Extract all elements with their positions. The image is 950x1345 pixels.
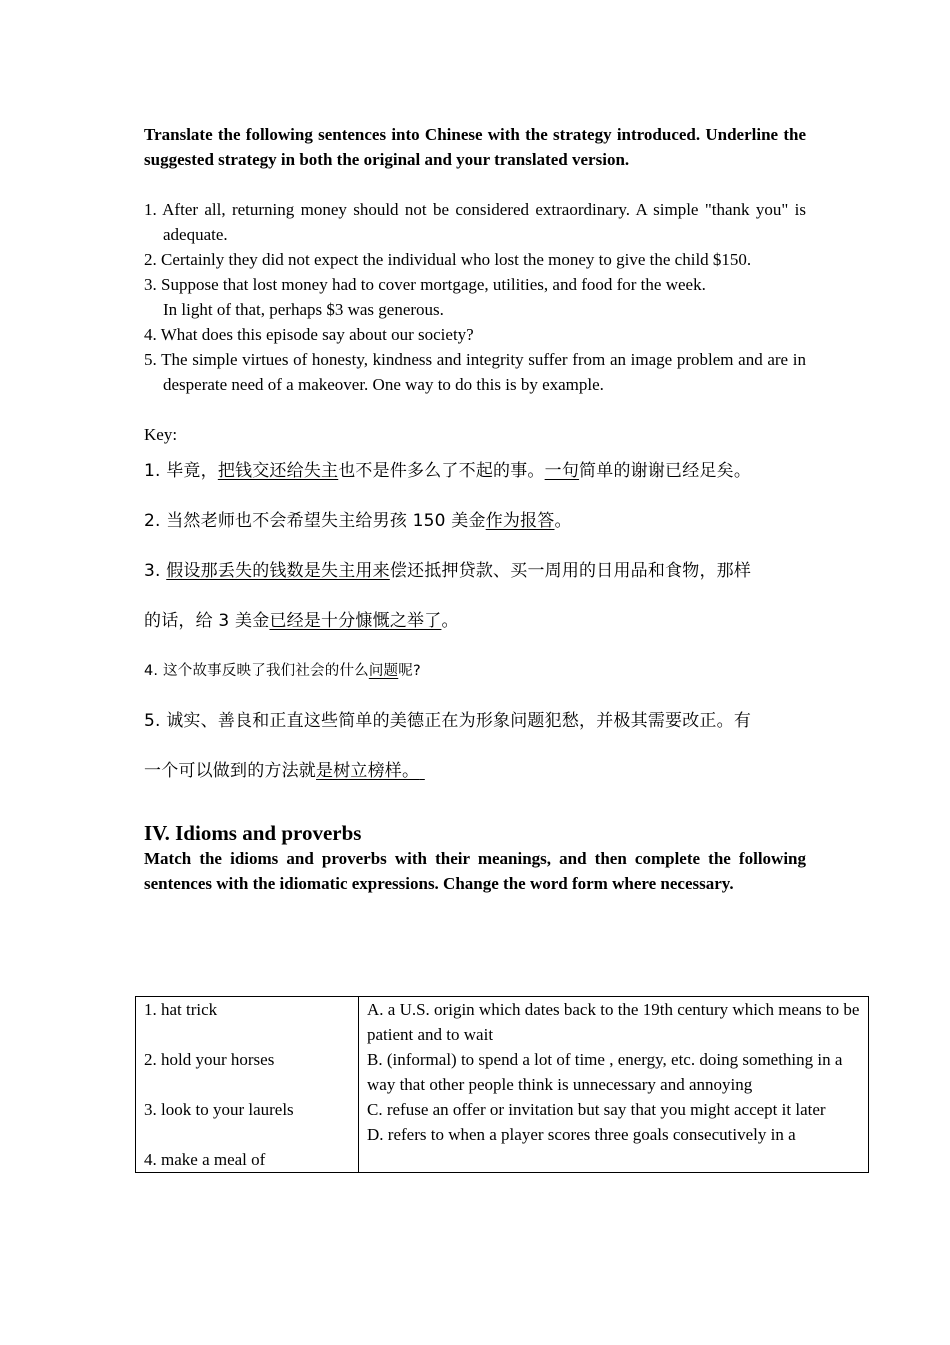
meaning-item: D. refers to when a player scores three goals consecutively in a [367,1125,796,1144]
underlined-strategy: 是树立榜样。 [316,761,420,781]
idioms-instructions: Match the idioms and proverbs with their meanings, and then complete the following sentences with the idiomatic expressions. Change the word form where necessary. [144,849,806,893]
sentence-item [144,197,806,247]
meanings-column [359,997,869,1173]
table-row [136,997,869,1173]
underlined-strategy: 假设那丢失的钱数是失主用来 [166,561,390,581]
sentence-number: 2. [144,250,157,269]
sentence-text: Suppose that lost money had to cover mortgage, utilities, and food for the week. [161,275,706,294]
key-text: 。 [441,611,459,631]
sentence-number: 3. [144,275,157,294]
translation-instructions: Translate the following sentences into Chinese with the strategy introduced. Underline the suggested strategy in both the original and your translated version. [144,125,806,169]
sentence-text: Certainly they did not expect the individual who lost the money to give the child $150. [161,250,752,269]
idiom-item: 4. make a meal of [144,1150,266,1169]
meaning-item: B. (informal) to spend a lot of time , energy, etc. doing something in a way that other people think is unnecessary and annoying [367,1050,843,1094]
underlined-strategy: 已经是十分慷慨之举了 [269,611,442,631]
idiom-matching-table [135,996,869,1173]
idiom-item: 1. hat trick [144,1000,218,1019]
idiom-item: 3. look to your laurels [144,1100,294,1119]
key-text: 一个可以做到的方法就 [144,761,316,781]
key-text: 也不是件多么了不起的事。 [338,461,545,481]
key-text: 4. 这个故事反映了我们社会的什么 [144,663,369,679]
section-title: IV. Idioms and proverbs [144,821,362,845]
sentence-text: What does this episode say about our society? [160,325,474,344]
underlined-strategy: 把钱交还给失主 [217,461,339,481]
underline-trailing-space [419,761,425,781]
key-text: 呢? [398,663,421,679]
sentence-item [144,322,806,347]
sentence-number: 5. [144,350,157,369]
sentence-text: The simple virtues of honesty, kindness and integrity suffer from an image problem and are in desperate need of a makeover. One way to do this is by example. [161,350,806,394]
sentence-number: 4. [144,325,157,344]
key-answer-5-continued [144,759,806,784]
sentence-item [144,247,806,272]
sentence-list [144,197,806,397]
key-label: Key: [144,425,178,444]
key-text: 。 [554,511,572,531]
key-answer-1 [144,459,806,484]
sentence-text: After all, returning money should not be considered extraordinary. A simple "thank you" is adequate. [162,200,806,244]
sentence-item [144,347,806,397]
key-text: 偿还抵押贷款、买一周用的日用品和食物，那样 [389,561,752,581]
sentence-text-continued: In light of that, perhaps $3 was generous. [163,300,444,319]
key-answer-4 [144,659,806,684]
meaning-item: C. refuse an offer or invitation but say that you might accept it later [367,1100,826,1119]
idiom-item: 2. hold your horses [144,1050,275,1069]
key-text: 2. 当然老师也不会希望失主给男孩 150 美金 [144,511,486,531]
key-answer-5 [144,709,806,734]
document-page [144,122,806,896]
meaning-item: A. a U.S. origin which dates back to the 19th century which means to be patient and to wait [367,1000,860,1044]
key-text: 1. 毕竟， [144,461,218,481]
idioms-column [136,997,359,1173]
key-text: 的话，给 3 美金 [144,611,270,631]
key-text: 简单的谢谢已经足矣。 [579,461,752,481]
key-answer-2 [144,509,806,534]
key-text: 5. 诚实、善良和正直这些简单的美德正在为形象问题犯愁，并极其需要改正。有 [144,711,752,731]
underlined-strategy: 一句 [544,461,580,481]
sentence-number: 1. [144,200,157,219]
sentence-item [144,272,806,322]
key-text: 3. [144,561,167,581]
key-answer-3 [144,559,806,584]
key-answer-3-continued [144,609,806,634]
underlined-strategy: 作为报答 [485,511,555,531]
underlined-strategy: 问题 [368,663,399,679]
